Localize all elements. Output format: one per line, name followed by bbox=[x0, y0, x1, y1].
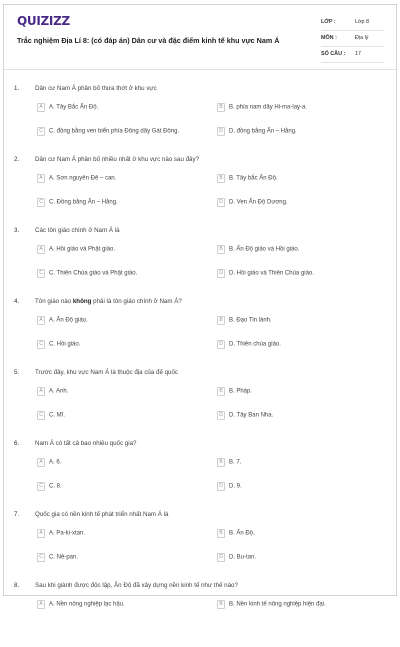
option-letter-box: D bbox=[217, 482, 225, 491]
option-letter-box: B bbox=[217, 316, 225, 325]
option-letter-box: B bbox=[217, 458, 225, 467]
question-text bbox=[35, 582, 375, 589]
option-text: D. Thiên chúa giáo. bbox=[229, 341, 281, 348]
option-letter-box: C bbox=[37, 553, 45, 562]
answer-option-a[interactable] bbox=[37, 387, 68, 396]
option-letter-box: B bbox=[217, 103, 225, 112]
answer-option-b[interactable] bbox=[217, 245, 299, 254]
answer-option-a[interactable] bbox=[37, 174, 116, 183]
question-text-part: phải là tôn giáo chính ở Nam Á? bbox=[91, 298, 182, 305]
option-letter-box: A bbox=[37, 387, 45, 396]
question-item bbox=[4, 79, 396, 150]
answer-option-a[interactable] bbox=[37, 600, 125, 609]
option-letter-box: C bbox=[37, 198, 45, 207]
answer-option-c[interactable] bbox=[37, 553, 78, 562]
question-item bbox=[4, 576, 396, 647]
option-text: A. Ấn Độ giáo. bbox=[49, 317, 88, 324]
meta-row-question-count bbox=[321, 47, 384, 63]
quizizz-logo: QUIZIZZ bbox=[17, 14, 70, 28]
option-text: B. 7. bbox=[229, 459, 242, 466]
option-letter-box: D bbox=[217, 340, 225, 349]
question-number: 7. bbox=[14, 511, 20, 518]
question-number: 8. bbox=[14, 582, 20, 589]
option-text: A. 6. bbox=[49, 459, 62, 466]
option-text: B. Nền kinh tế nông nghiệp hiện đại. bbox=[229, 601, 326, 608]
answer-option-a[interactable] bbox=[37, 245, 115, 254]
question-text-part: Tôn giáo nào bbox=[35, 298, 73, 305]
question-text bbox=[35, 227, 375, 234]
question-text-part: Trước đây, khu vực Nam Á là thuộc địa của đế quốc bbox=[35, 369, 179, 376]
meta-label: SỐ CÂU : bbox=[321, 51, 346, 57]
question-item bbox=[4, 505, 396, 576]
answer-option-a[interactable] bbox=[37, 103, 98, 112]
answer-option-c[interactable] bbox=[37, 411, 65, 420]
answer-option-d[interactable] bbox=[217, 340, 281, 349]
question-text-part: Sau khi giành được độc lập, Ấn Độ đã xây dựng nền kinh tế như thế nào? bbox=[35, 582, 238, 589]
answer-option-a[interactable] bbox=[37, 316, 88, 325]
question-number: 4. bbox=[14, 298, 20, 305]
question-text bbox=[35, 511, 375, 518]
answer-option-b[interactable] bbox=[217, 529, 255, 538]
answer-option-c[interactable] bbox=[37, 340, 80, 349]
option-letter-box: A bbox=[37, 600, 45, 609]
answer-option-b[interactable] bbox=[217, 600, 326, 609]
option-letter-box: D bbox=[217, 269, 225, 278]
option-text: C. 8. bbox=[49, 483, 62, 490]
option-letter-box: B bbox=[217, 174, 225, 183]
question-item bbox=[4, 292, 396, 363]
option-letter-box: A bbox=[37, 174, 45, 183]
worksheet bbox=[3, 4, 397, 608]
question-number: 3. bbox=[14, 227, 20, 234]
option-text: C. Hồi giáo. bbox=[49, 341, 81, 348]
question-item bbox=[4, 221, 396, 292]
question-text-part: Nam Á có tất cả bao nhiêu quốc gia? bbox=[35, 440, 137, 447]
option-text: C. Thiên Chúa giáo và Phật giáo. bbox=[49, 270, 138, 277]
question-text bbox=[35, 298, 375, 305]
option-text: D. Hồi giáo và Thiên Chúa giáo. bbox=[229, 270, 314, 277]
answer-option-a[interactable] bbox=[37, 458, 61, 467]
question-text bbox=[35, 440, 375, 447]
option-text: C. đồng bằng ven biển phía Đông dãy Gát Đông. bbox=[49, 128, 180, 135]
worksheet-title: Trắc nghiệm Địa Lí 8: (có đáp án) Dân cư và đặc điểm kinh tế khu vực Nam Á bbox=[17, 36, 280, 45]
answer-option-b[interactable] bbox=[217, 458, 241, 467]
option-letter-box: A bbox=[37, 245, 45, 254]
question-text bbox=[35, 369, 375, 376]
meta-label: MÔN : bbox=[321, 35, 337, 41]
question-number: 2. bbox=[14, 156, 20, 163]
answer-option-d[interactable] bbox=[217, 198, 288, 207]
option-letter-box: D bbox=[217, 411, 225, 420]
option-text: B. Ấn Độ giáo và Hồi giáo. bbox=[229, 246, 300, 253]
meta-value: 17 bbox=[355, 51, 361, 57]
option-text: B. Ấn Độ. bbox=[229, 530, 255, 537]
answer-option-b[interactable] bbox=[217, 316, 272, 325]
option-text: C. Nê-pan. bbox=[49, 554, 79, 561]
option-letter-box: C bbox=[37, 411, 45, 420]
option-letter-box: D bbox=[217, 127, 225, 136]
question-text-emphasis: không bbox=[72, 298, 92, 305]
option-letter-box: A bbox=[37, 529, 45, 538]
worksheet-header bbox=[4, 5, 396, 69]
question-list bbox=[4, 79, 396, 647]
option-text: B. Tây bắc Ấn Độ. bbox=[229, 175, 278, 182]
option-text: A. Pa-ki-xtan. bbox=[49, 530, 86, 537]
option-letter-box: C bbox=[37, 127, 45, 136]
option-letter-box: D bbox=[217, 198, 225, 207]
answer-option-d[interactable] bbox=[217, 269, 314, 278]
question-number: 5. bbox=[14, 369, 20, 376]
option-letter-box: A bbox=[37, 458, 45, 467]
question-number: 1. bbox=[14, 85, 20, 92]
header-divider bbox=[4, 69, 396, 70]
option-text: A. Tây Bắc Ấn Độ. bbox=[49, 104, 99, 111]
option-letter-box: C bbox=[37, 482, 45, 491]
meta-row-grade bbox=[321, 15, 384, 31]
answer-option-d[interactable] bbox=[217, 127, 297, 136]
question-item bbox=[4, 434, 396, 505]
question-number: 6. bbox=[14, 440, 20, 447]
option-text: B. Đạo Tin lành. bbox=[229, 317, 272, 324]
question-item bbox=[4, 363, 396, 434]
option-text: C. Đồng bằng Ấn – Hằng. bbox=[49, 199, 118, 206]
meta-value: Lớp 8 bbox=[355, 19, 370, 25]
meta-value: Địa lý bbox=[355, 35, 369, 41]
answer-option-d[interactable] bbox=[217, 482, 242, 491]
meta-label: LỚP : bbox=[321, 19, 336, 25]
answer-option-c[interactable] bbox=[37, 198, 118, 207]
option-text: D. 9. bbox=[229, 483, 242, 490]
meta-row-subject bbox=[321, 31, 384, 47]
option-text: D. đồng bằng Ấn – Hằng. bbox=[229, 128, 297, 135]
question-text-part: Các tôn giáo chính ở Nam Á là bbox=[35, 227, 120, 234]
option-letter-box: B bbox=[217, 529, 225, 538]
question-text-part: Dân cư Nam Á phân bố thưa thớt ở khu vực bbox=[35, 85, 157, 92]
option-text: A. Sơn nguyên Đê – can. bbox=[49, 175, 117, 182]
option-text: D. Bu-tan. bbox=[229, 554, 257, 561]
question-item bbox=[4, 150, 396, 221]
question-text-part: Quốc gia có nền kinh tế phát triển nhất Nam Á là bbox=[35, 511, 169, 518]
answer-option-b[interactable] bbox=[217, 174, 278, 183]
option-text: D. Ven Ấn Độ Dương. bbox=[229, 199, 288, 206]
option-letter-box: D bbox=[217, 553, 225, 562]
question-text bbox=[35, 156, 375, 163]
answer-option-c[interactable] bbox=[37, 269, 137, 278]
worksheet-meta bbox=[321, 15, 384, 63]
option-text: A. Anh. bbox=[49, 388, 69, 395]
question-text bbox=[35, 85, 375, 92]
option-text: B. phía nam dãy Hi-ma-lay-a. bbox=[229, 104, 308, 111]
option-text: D. Tây Ban Nha. bbox=[229, 412, 274, 419]
option-letter-box: C bbox=[37, 269, 45, 278]
answer-option-d[interactable] bbox=[217, 411, 273, 420]
answer-option-b[interactable] bbox=[217, 103, 307, 112]
option-letter-box: B bbox=[217, 600, 225, 609]
option-text: C. Mĩ. bbox=[49, 412, 65, 419]
answer-option-d[interactable] bbox=[217, 553, 256, 562]
option-letter-box: C bbox=[37, 340, 45, 349]
option-letter-box: B bbox=[217, 245, 225, 254]
answer-option-c[interactable] bbox=[37, 127, 179, 136]
answer-option-b[interactable] bbox=[217, 387, 252, 396]
option-text: B. Pháp. bbox=[229, 388, 253, 395]
option-text: A. Nền nông nghiệp lạc hậu. bbox=[49, 601, 125, 608]
option-letter-box: A bbox=[37, 316, 45, 325]
option-text: A. Hồi giáo và Phật giáo. bbox=[49, 246, 116, 253]
question-text-part: Dân cư Nam Á phân bố nhiều nhất ở khu vực nào sau đây? bbox=[35, 156, 200, 163]
answer-option-a[interactable] bbox=[37, 529, 85, 538]
answer-option-c[interactable] bbox=[37, 482, 62, 491]
option-letter-box: A bbox=[37, 103, 45, 112]
option-letter-box: B bbox=[217, 387, 225, 396]
